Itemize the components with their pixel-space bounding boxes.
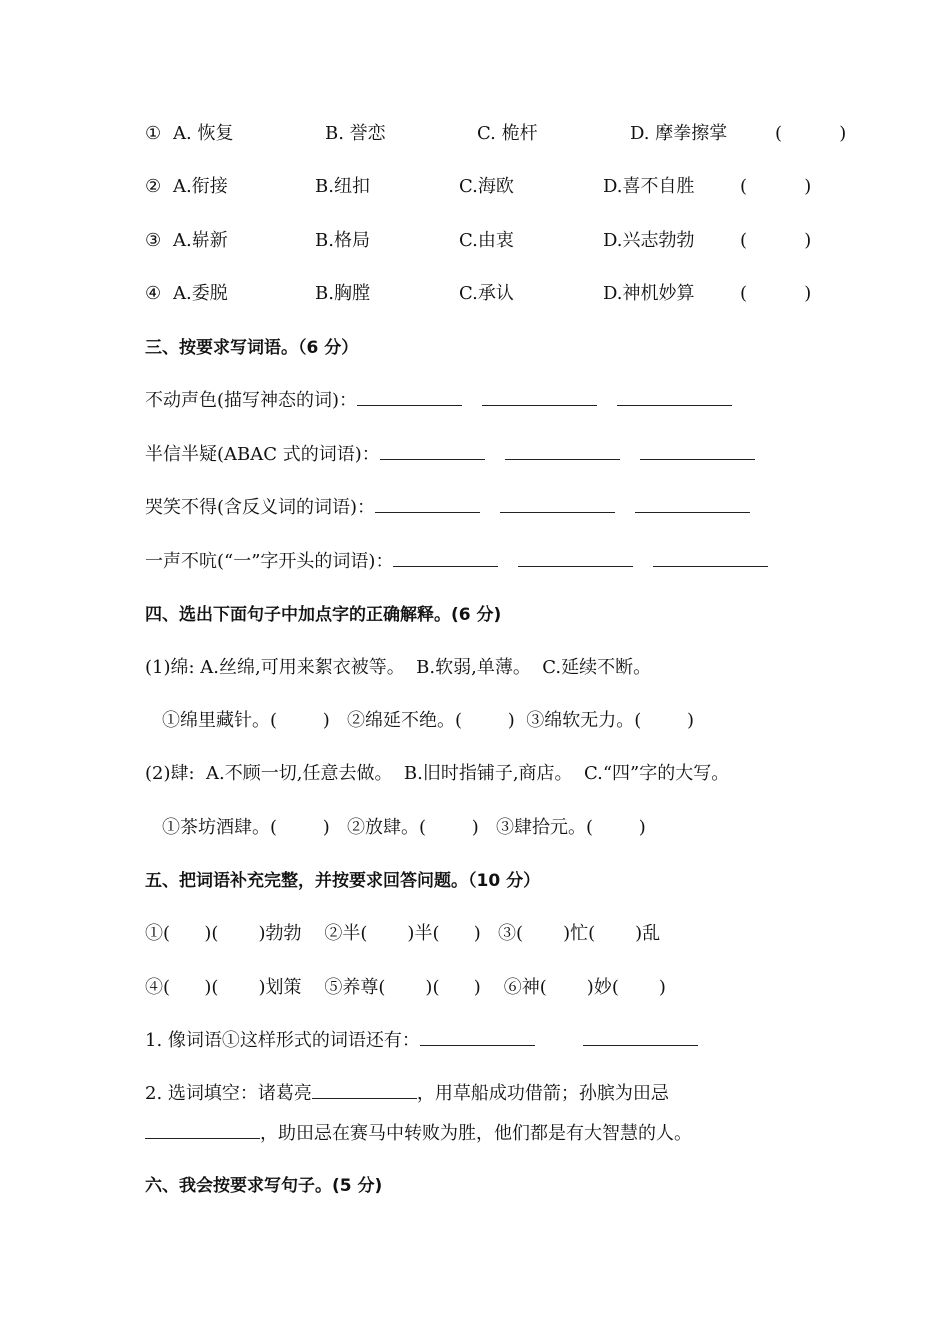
- answer-blank[interactable]: [375, 496, 480, 513]
- question-2-definitions: (2)肆: A.不顾一切,任意去做。 B.旧时指铺子,商店。 C.“四”字的大写。: [145, 763, 730, 784]
- option-b: B. 誉恋: [325, 123, 386, 144]
- option-a: A.衔接: [173, 176, 228, 197]
- answer-blank[interactable]: [393, 550, 498, 567]
- question-1-items: ①绵里藏针。( ) ②绵延不绝。( ) ③绵软无力。( ): [162, 710, 695, 731]
- answer-parens: ( ): [740, 230, 812, 251]
- question-fill-in-line-1: [145, 1082, 669, 1106]
- question-2-items: ①茶坊酒肆。( ) ②放肆。( ) ③肆拾元。( ): [162, 817, 646, 838]
- question-1-definitions: (1)绵: A.丝绵,可用来絮衣被等。 B.软弱,单薄。 C.延续不断。: [145, 657, 652, 678]
- word-prompt-1: [145, 389, 732, 413]
- answer-blank[interactable]: [312, 1082, 417, 1099]
- option-b: B.格局: [315, 230, 370, 251]
- answer-blank[interactable]: [482, 389, 597, 406]
- option-b: B.纽扣: [315, 176, 370, 197]
- prompt-text: 不动声色(描写神态的词)：: [145, 390, 358, 411]
- answer-blank[interactable]: [617, 389, 732, 406]
- option-a: A. 恢复: [173, 123, 234, 144]
- prompt-text: 哭笑不得(含反义词的词语)：: [145, 497, 376, 518]
- answer-blank[interactable]: [653, 550, 768, 567]
- question-text: ，用草船成功借箭；孙膑为田忌: [416, 1083, 669, 1104]
- idiom-row-1: ①( )( )勃勃 ②半( )半( ) ③( )忙( )乱: [145, 923, 661, 944]
- word-prompt-2: [145, 443, 755, 467]
- answer-blank[interactable]: [145, 1122, 260, 1139]
- answer-blank[interactable]: [518, 550, 633, 567]
- section-6-title: 六、我会按要求写句子。(5 分): [145, 1176, 383, 1196]
- answer-blank[interactable]: [380, 443, 485, 460]
- section-3-title: 三、按要求写词语。（6 分）: [145, 338, 359, 358]
- section-5-title: 五、把词语补充完整，并按要求回答问题。（10 分）: [145, 871, 541, 891]
- idiom-row-2: ④( )( )划策 ⑤养尊( )( ) ⑥神( )妙( ): [145, 977, 666, 998]
- answer-parens: ( ): [740, 283, 812, 304]
- question-similar-words: [145, 1029, 698, 1053]
- question-text: ，助田忌在赛马中转败为胜，他们都是有大智慧的人。: [260, 1123, 692, 1144]
- row-number: ①: [145, 123, 162, 144]
- option-a: A.崭新: [173, 230, 228, 251]
- answer-blank[interactable]: [635, 496, 750, 513]
- section-4-title: 四、选出下面句子中加点字的正确解释。(6 分): [145, 605, 502, 625]
- option-d: D. 摩拳擦掌: [630, 123, 728, 144]
- question-fill-in-line-2: [145, 1122, 692, 1146]
- answer-blank[interactable]: [505, 443, 620, 460]
- answer-parens: ( ): [775, 123, 847, 144]
- question-text: 2. 选词填空：诸葛亮: [145, 1083, 312, 1104]
- option-d: D.兴志勃勃: [603, 230, 695, 251]
- prompt-text: 一声不吭(“一”字开头的词语)：: [145, 551, 394, 572]
- prompt-text: 半信半疑(ABAC 式的词语)：: [145, 444, 380, 465]
- answer-blank[interactable]: [500, 496, 615, 513]
- answer-blank[interactable]: [583, 1029, 698, 1046]
- option-c: C. 桅杆: [477, 123, 538, 144]
- answer-blank[interactable]: [640, 443, 755, 460]
- option-c: C.海欧: [459, 176, 514, 197]
- option-d: D.神机妙算: [603, 283, 695, 304]
- answer-parens: ( ): [740, 176, 812, 197]
- answer-blank[interactable]: [420, 1029, 535, 1046]
- option-c: C.承认: [459, 283, 514, 304]
- answer-blank[interactable]: [357, 389, 462, 406]
- option-a: A.委脱: [173, 283, 228, 304]
- option-c: C.由衷: [459, 230, 514, 251]
- option-d: D.喜不自胜: [603, 176, 695, 197]
- word-prompt-4: [145, 550, 768, 574]
- row-number: ④: [145, 283, 162, 304]
- row-number: ②: [145, 176, 162, 197]
- row-number: ③: [145, 230, 162, 251]
- word-prompt-3: [145, 496, 750, 520]
- question-text: 1. 像词语①这样形式的词语还有：: [145, 1030, 420, 1051]
- option-b: B.胸膛: [315, 283, 370, 304]
